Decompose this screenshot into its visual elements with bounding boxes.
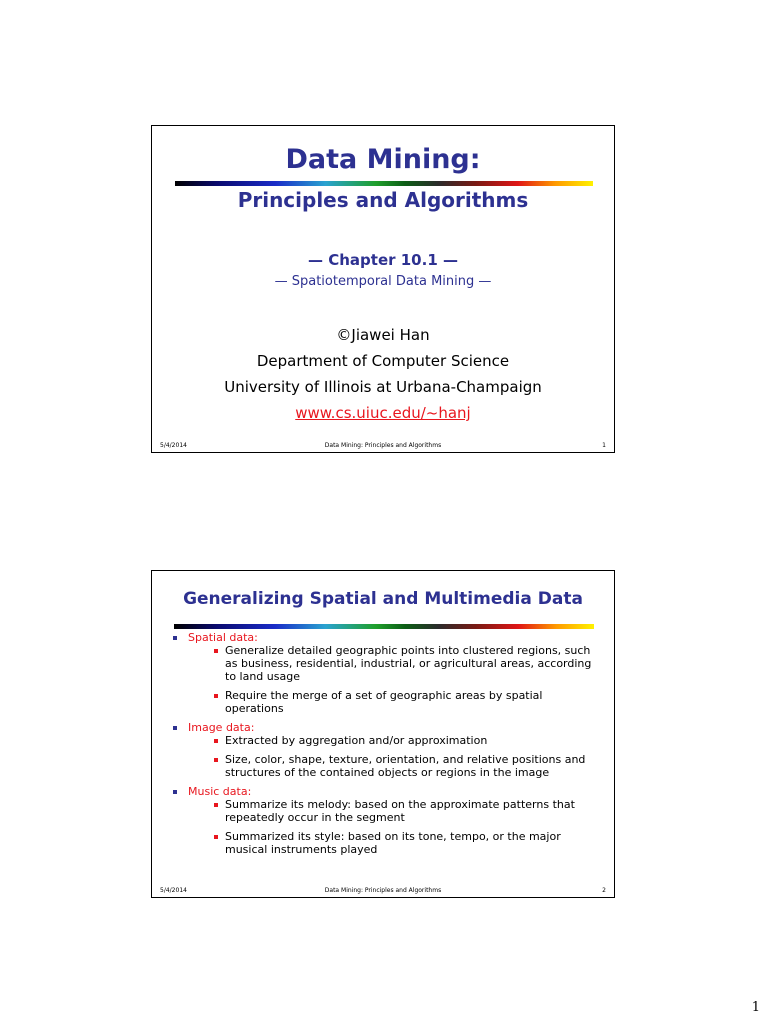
slide-1 bbox=[151, 125, 615, 453]
sub-bullet bbox=[204, 753, 592, 779]
page-number: 1 bbox=[751, 1000, 760, 1015]
sub-bullet-text: Generalize detailed geographic points into clustered regions, such as business, residential, industrial, or agricultural areas, according to land usage bbox=[225, 644, 592, 683]
slide-2-rainbow-divider bbox=[174, 624, 594, 629]
slide-1-chapter: — Chapter 10.1 — bbox=[308, 251, 458, 269]
slide-1-footer-title: Data Mining: Principles and Algorithms bbox=[324, 442, 442, 449]
slide-1-title: Data Mining: bbox=[285, 144, 481, 175]
sub-bullet-square-icon bbox=[214, 694, 218, 698]
slide-2-footer-date: 5/4/2014 bbox=[160, 887, 187, 894]
sub-bullet-square-icon bbox=[214, 803, 218, 807]
slide-1-rainbow-divider bbox=[175, 181, 593, 186]
slide-1-subtitle: Principles and Algorithms bbox=[237, 188, 529, 212]
bullet-image-data bbox=[172, 721, 592, 779]
sub-bullet bbox=[204, 734, 592, 747]
slide-2-content bbox=[172, 631, 592, 862]
sub-bullet-square-icon bbox=[214, 649, 218, 653]
bullet-label: Spatial data: bbox=[188, 631, 258, 644]
slide-1-university: University of Illinois at Urbana-Champaign bbox=[224, 378, 542, 396]
sub-bullet bbox=[204, 644, 592, 683]
bullet-square-icon bbox=[173, 636, 177, 640]
bullet-square-icon bbox=[173, 790, 177, 794]
sub-bullet-text: Summarized its style: based on its tone, tempo, or the major musical instruments played bbox=[225, 830, 561, 856]
slide-1-footer bbox=[160, 442, 606, 452]
sub-bullet bbox=[204, 830, 592, 856]
sub-bullet-text: Require the merge of a set of geographic areas by spatial operations bbox=[225, 689, 543, 715]
slide-2-title: Generalizing Spatial and Multimedia Data bbox=[183, 589, 583, 609]
sub-bullet-square-icon bbox=[214, 758, 218, 762]
bullet-square-icon bbox=[173, 726, 177, 730]
slide-1-author: ©Jiawei Han bbox=[336, 326, 430, 344]
sub-bullet-list bbox=[188, 644, 592, 715]
sub-bullet-text: Summarize its melody: based on the approximate patterns that repeatedly occur in the segment bbox=[225, 798, 575, 824]
bullet-label: Image data: bbox=[188, 721, 255, 734]
slide-2-bullet-list bbox=[172, 631, 592, 856]
slide-1-footer-date: 5/4/2014 bbox=[160, 442, 187, 449]
slide-1-department: Department of Computer Science bbox=[256, 352, 510, 370]
slide-2-footer-number: 2 bbox=[602, 887, 606, 894]
slide-2 bbox=[151, 570, 615, 898]
slide-2-footer bbox=[160, 887, 606, 897]
sub-bullet-text: Size, color, shape, texture, orientation, and relative positions and structures of the contained objects or regions in the image bbox=[225, 753, 586, 779]
sub-bullet-list bbox=[188, 798, 592, 856]
bullet-music-data bbox=[172, 785, 592, 856]
bullet-label: Music data: bbox=[188, 785, 252, 798]
sub-bullet bbox=[204, 798, 592, 824]
sub-bullet-list bbox=[188, 734, 592, 779]
sub-bullet bbox=[204, 689, 592, 715]
sub-bullet-square-icon bbox=[214, 739, 218, 743]
slide-1-url-link[interactable]: www.cs.uiuc.edu/~hanj bbox=[295, 404, 471, 422]
sub-bullet-square-icon bbox=[214, 835, 218, 839]
slide-1-section: — Spatiotemporal Data Mining — bbox=[274, 274, 492, 289]
bullet-spatial-data bbox=[172, 631, 592, 715]
slide-1-footer-number: 1 bbox=[602, 442, 606, 449]
slide-2-footer-title: Data Mining: Principles and Algorithms bbox=[324, 887, 442, 894]
sub-bullet-text: Extracted by aggregation and/or approximation bbox=[225, 734, 488, 747]
